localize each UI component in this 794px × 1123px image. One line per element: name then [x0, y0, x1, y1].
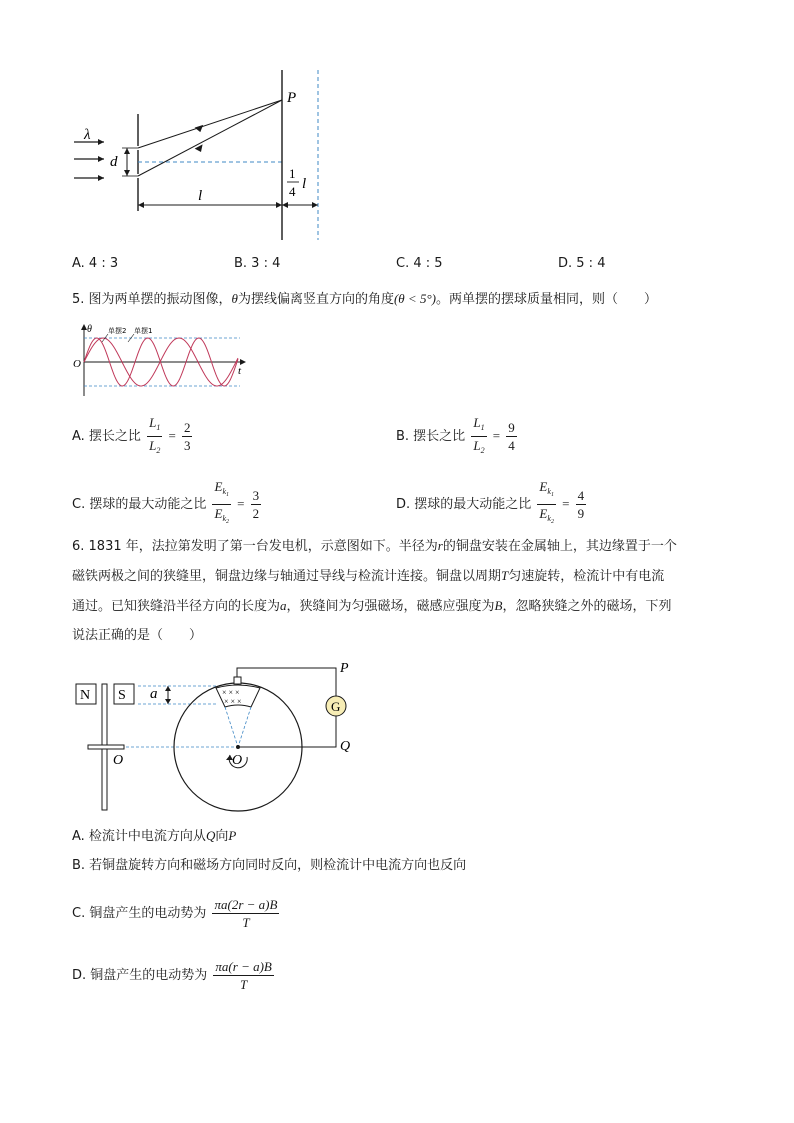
e2-index: 2	[550, 519, 554, 525]
q5-option-b-text: B. 摆长之比	[396, 429, 466, 444]
q5-option-a[interactable]	[72, 414, 194, 459]
q6-option-a-from: Q	[205, 828, 216, 843]
q6-line3-b: ，狭缝间为匀强磁场，磁感应强度为	[286, 599, 495, 614]
e1-k: k	[547, 487, 551, 496]
c-num: 3	[252, 488, 260, 503]
q6-line2-b: 匀速旋转，检流计中有电流	[508, 569, 665, 584]
q5-stem	[72, 289, 657, 310]
equals: =	[562, 496, 570, 511]
a-gap-label: a	[150, 686, 158, 702]
equals: =	[168, 428, 176, 443]
theta-axis-label: θ	[87, 324, 92, 335]
galvanometer-label: G	[331, 699, 341, 714]
equals: =	[492, 428, 501, 443]
e2-letter: E	[214, 506, 223, 521]
q5-option-d-text: D. 摆球的最大动能之比	[396, 497, 532, 512]
q6-option-b[interactable]: B. 若铜盘旋转方向和磁场方向同时反向，则检流计中电流方向也反向	[72, 858, 467, 873]
o-center-label: O	[232, 753, 243, 768]
q6-line3-a: 通过。已知狭缝沿半径方向的长度为	[72, 599, 281, 614]
l2-index: 2	[156, 446, 161, 455]
q6-line1-a: 6. 1831 年，法拉第发明了第一台发电机，示意图如下。半径为	[72, 539, 438, 554]
q6-c-numerator: πa(2r − a)B	[214, 897, 278, 912]
q4-option-b[interactable]: B. 3 : 4	[234, 256, 281, 271]
q5-option-a-text: A. 摆长之比	[72, 429, 141, 444]
d-label: d	[110, 154, 118, 170]
q6-b: B	[494, 598, 503, 613]
pendulum2-label: 单摆2	[108, 327, 127, 335]
q5-option-b[interactable]	[396, 414, 519, 459]
q5-option-c[interactable]	[72, 478, 263, 531]
q6-d-numerator: πa(r − a)B	[215, 959, 272, 974]
q6-line2-a: 磁铁两极之间的狭缝里，铜盘边缘与轴通过导线与检流计连接。铜盘以周期	[72, 569, 502, 584]
q4-option-a[interactable]: A. 4 : 3	[72, 256, 119, 271]
pendulum-graph	[72, 322, 252, 400]
q5-option-d[interactable]	[396, 478, 588, 531]
e2-k: k	[547, 514, 551, 523]
l-label: l	[198, 188, 203, 204]
q6-option-c[interactable]	[72, 896, 281, 931]
q6-stem-line2	[72, 566, 664, 587]
q5-option-c-text: C. 摆球的最大动能之比	[72, 497, 207, 512]
l1-index: 1	[156, 423, 161, 432]
q6-stem-line1	[72, 536, 677, 557]
q6-line1-b: 的铜盘安装在金属轴上，其边缘置于一个	[442, 539, 677, 554]
a-den: 3	[183, 438, 191, 453]
q6-a: a	[280, 598, 287, 613]
q4-option-c[interactable]: C. 4 : 5	[396, 256, 443, 271]
lambda-label: λ	[84, 127, 91, 143]
q6-r: r	[437, 538, 443, 553]
d-num: 4	[577, 488, 585, 503]
o-left-label: O	[113, 753, 124, 768]
l2-letter: L	[149, 438, 157, 453]
l1-letter: L	[149, 415, 157, 430]
t-axis-label: t	[238, 365, 242, 377]
field-marks-top: × × ×	[222, 688, 240, 697]
pendulum1-label: 单摆1	[134, 327, 153, 335]
e1-index: 1	[550, 492, 554, 498]
q6-stem-line4: 说法正确的是（ ）	[72, 628, 203, 643]
q-terminal-label: Q	[340, 739, 351, 754]
q6-stem-line3	[72, 596, 672, 617]
q5-stem-c: 。两单摆的摆球质量相同，则（ ）	[435, 292, 657, 307]
origin-label: O	[73, 358, 81, 370]
frac-num: 1	[289, 166, 296, 181]
q6-option-a-to: P	[228, 828, 237, 843]
b-num: 9	[508, 420, 515, 435]
field-marks-bottom: × × ×	[224, 697, 242, 706]
b-den: 4	[508, 438, 515, 453]
l2-letter: L	[473, 438, 481, 453]
q5-stem-a: 5. 图为两单摆的振动图像，	[72, 292, 232, 307]
q6-line3-c: ，忽略狭缝之外的磁场，下列	[502, 599, 672, 614]
c-den: 2	[252, 506, 260, 521]
p-terminal-label: P	[340, 661, 349, 676]
double-slit-figure	[70, 62, 340, 244]
faraday-disc-figure	[70, 656, 370, 816]
q5-theta: θ	[231, 291, 238, 306]
q6-d-denominator: T	[240, 977, 248, 992]
q6-option-d[interactable]	[72, 958, 276, 993]
frac-var: l	[302, 176, 307, 192]
l1-index: 1	[480, 423, 485, 432]
l2-index: 2	[480, 446, 485, 455]
q4-option-d[interactable]: D. 5 : 4	[558, 256, 606, 271]
q6-option-a-text: A. 检流计中电流方向从	[72, 829, 206, 844]
q6-option-a[interactable]	[72, 826, 236, 847]
q5-condition: (θ < 5°)	[393, 291, 436, 306]
p-label: P	[287, 90, 297, 106]
a-num: 2	[183, 420, 191, 435]
q6-option-a-mid: 向	[215, 829, 229, 844]
e2-letter: E	[539, 506, 548, 521]
e2-index: 2	[226, 519, 229, 525]
l1-letter: L	[473, 415, 481, 430]
n-pole-label: N	[80, 688, 91, 703]
e1-index: 1	[226, 492, 229, 498]
equals: =	[237, 496, 245, 511]
q6-option-c-text: C. 铜盘产生的电动势为	[72, 906, 207, 921]
s-pole-label: S	[118, 688, 126, 703]
frac-den: 4	[289, 184, 296, 199]
e1-k: k	[222, 487, 226, 496]
e1-letter: E	[539, 479, 548, 494]
d-den: 9	[577, 506, 585, 521]
q6-option-d-text: D. 铜盘产生的电动势为	[72, 968, 208, 983]
q5-stem-b: 为摆线偏离竖直方向的角度	[237, 292, 394, 307]
e2-k: k	[222, 514, 226, 523]
q6-c-denominator: T	[242, 915, 250, 930]
e1-letter: E	[214, 479, 223, 494]
q6-t: T	[501, 568, 509, 583]
